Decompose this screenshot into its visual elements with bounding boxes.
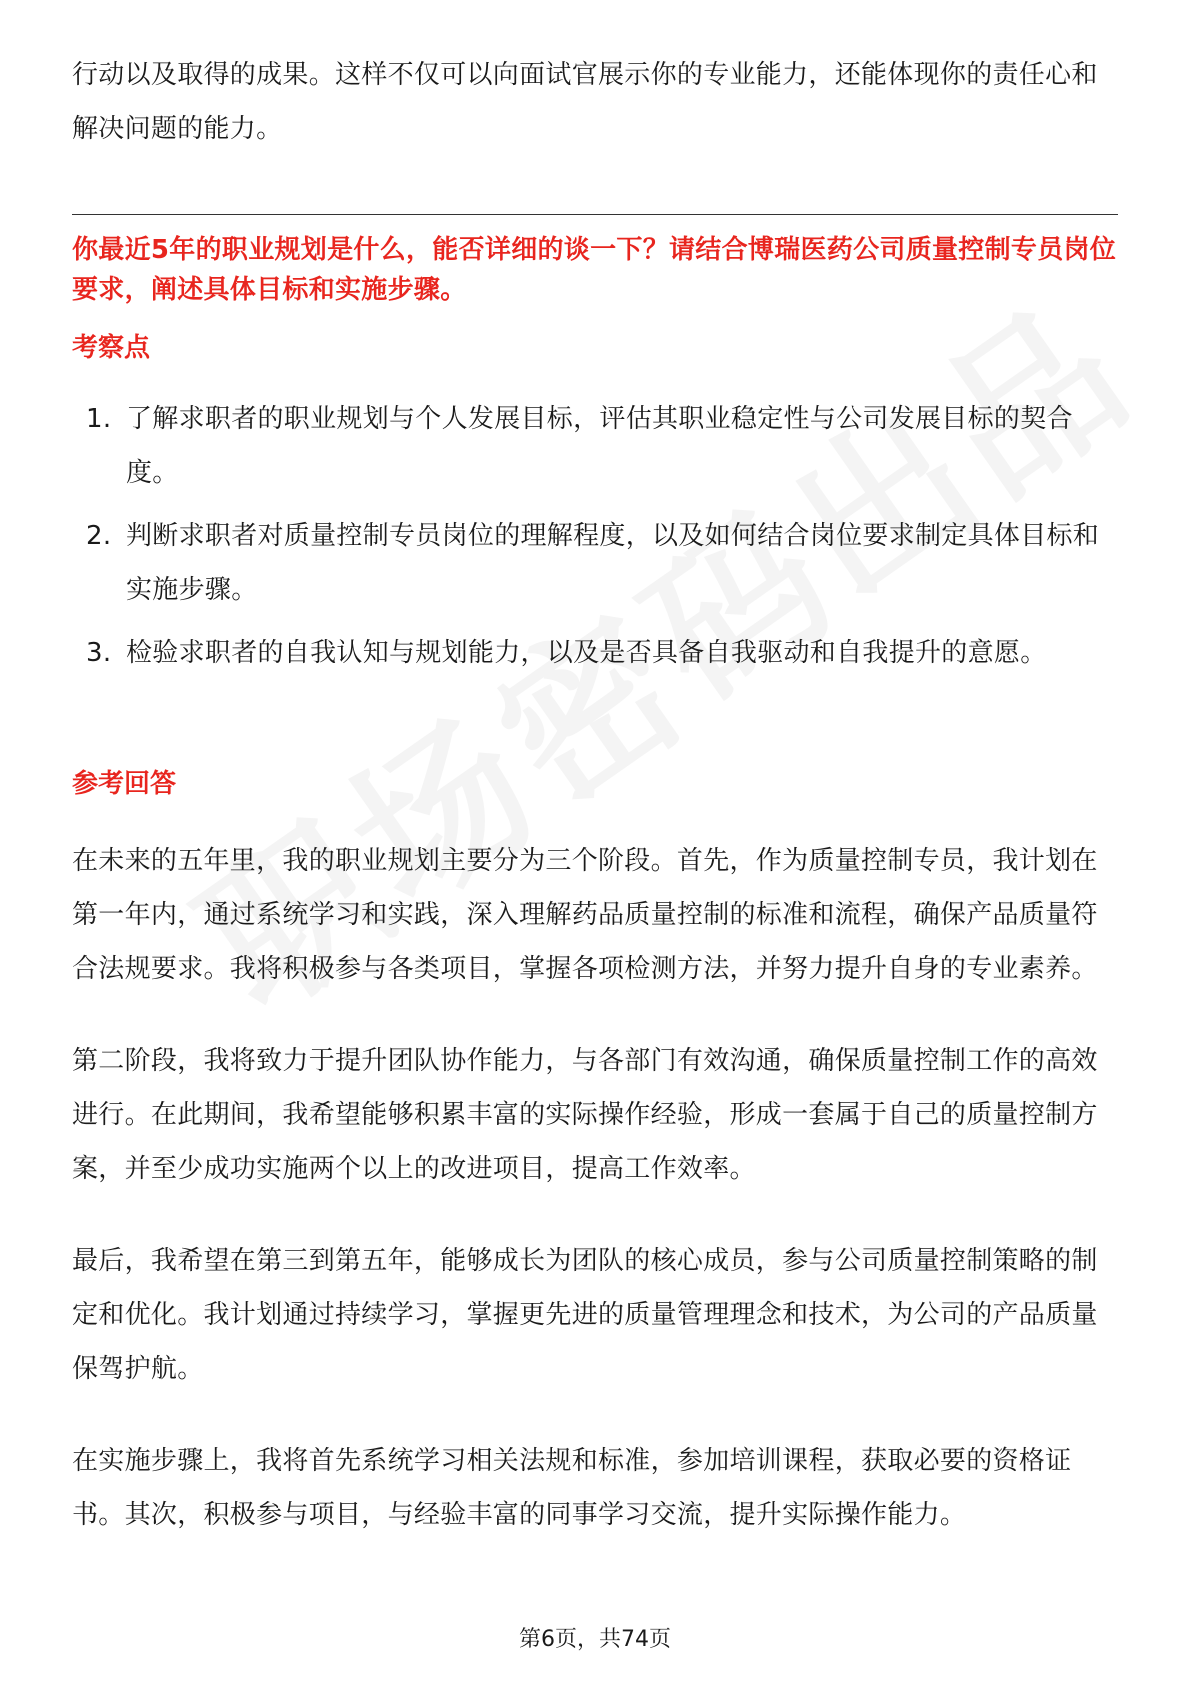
answer-section-title: 参考回答	[72, 769, 177, 799]
answer-body	[72, 834, 1118, 1580]
list-item	[72, 509, 1118, 617]
list-item-number: 3.	[86, 638, 112, 668]
points-list	[72, 392, 1118, 689]
document-page	[72, 0, 1118, 1684]
points-section-title: 考察点	[72, 333, 151, 363]
list-item-text: 判断求职者对质量控制专员岗位的理解程度，以及如何结合岗位要求制定具体目标和实施步骤。	[126, 521, 1100, 605]
answer-paragraph: 最后，我希望在第三到第五年，能够成长为团队的核心成员，参与公司质量控制策略的制定和优化。我计划通过持续学习，掌握更先进的质量管理理念和技术，为公司的产品质量保驾护航。	[72, 1246, 1098, 1384]
question-heading: 你最近5年的职业规划是什么，能否详细的谈一下？请结合博瑞医药公司质量控制专员岗位要求，阐述具体目标和实施步骤。	[72, 235, 1117, 305]
answer-paragraph: 第二阶段，我将致力于提升团队协作能力，与各部门有效沟通，确保质量控制工作的高效进行。在此期间，我希望能够积累丰富的实际操作经验，形成一套属于自己的质量控制方案，并至少成功实施两个以上的改进项目，提高工作效率。	[72, 1046, 1098, 1184]
intro-paragraph: 行动以及取得的成果。这样不仅可以向面试官展示你的专业能力，还能体现你的责任心和解决问题的能力。	[72, 60, 1098, 144]
list-item-text: 检验求职者的自我认知与规划能力，以及是否具备自我驱动和自我提升的意愿。	[126, 638, 1047, 668]
answer-paragraph: 在未来的五年里，我的职业规划主要分为三个阶段。首先，作为质量控制专员，我计划在第一年内，通过系统学习和实践，深入理解药品质量控制的标准和流程，确保产品质量符合法规要求。我将积极参与各类项目，掌握各项检测方法，并努力提升自身的专业素养。	[72, 846, 1098, 984]
list-item-text: 了解求职者的职业规划与个人发展目标，评估其职业稳定性与公司发展目标的契合度。	[126, 404, 1073, 488]
list-item-number: 1.	[86, 404, 112, 434]
list-item	[72, 392, 1118, 500]
answer-paragraph: 在实施步骤上，我将首先系统学习相关法规和标准，参加培训课程，获取必要的资格证书。其次，积极参与项目，与经验丰富的同事学习交流，提升实际操作能力。	[72, 1446, 1072, 1530]
page-number-footer: 第6页，共74页	[519, 1627, 671, 1652]
list-item-number: 2.	[86, 521, 112, 551]
section-divider	[72, 214, 1118, 215]
list-item	[72, 626, 1118, 680]
